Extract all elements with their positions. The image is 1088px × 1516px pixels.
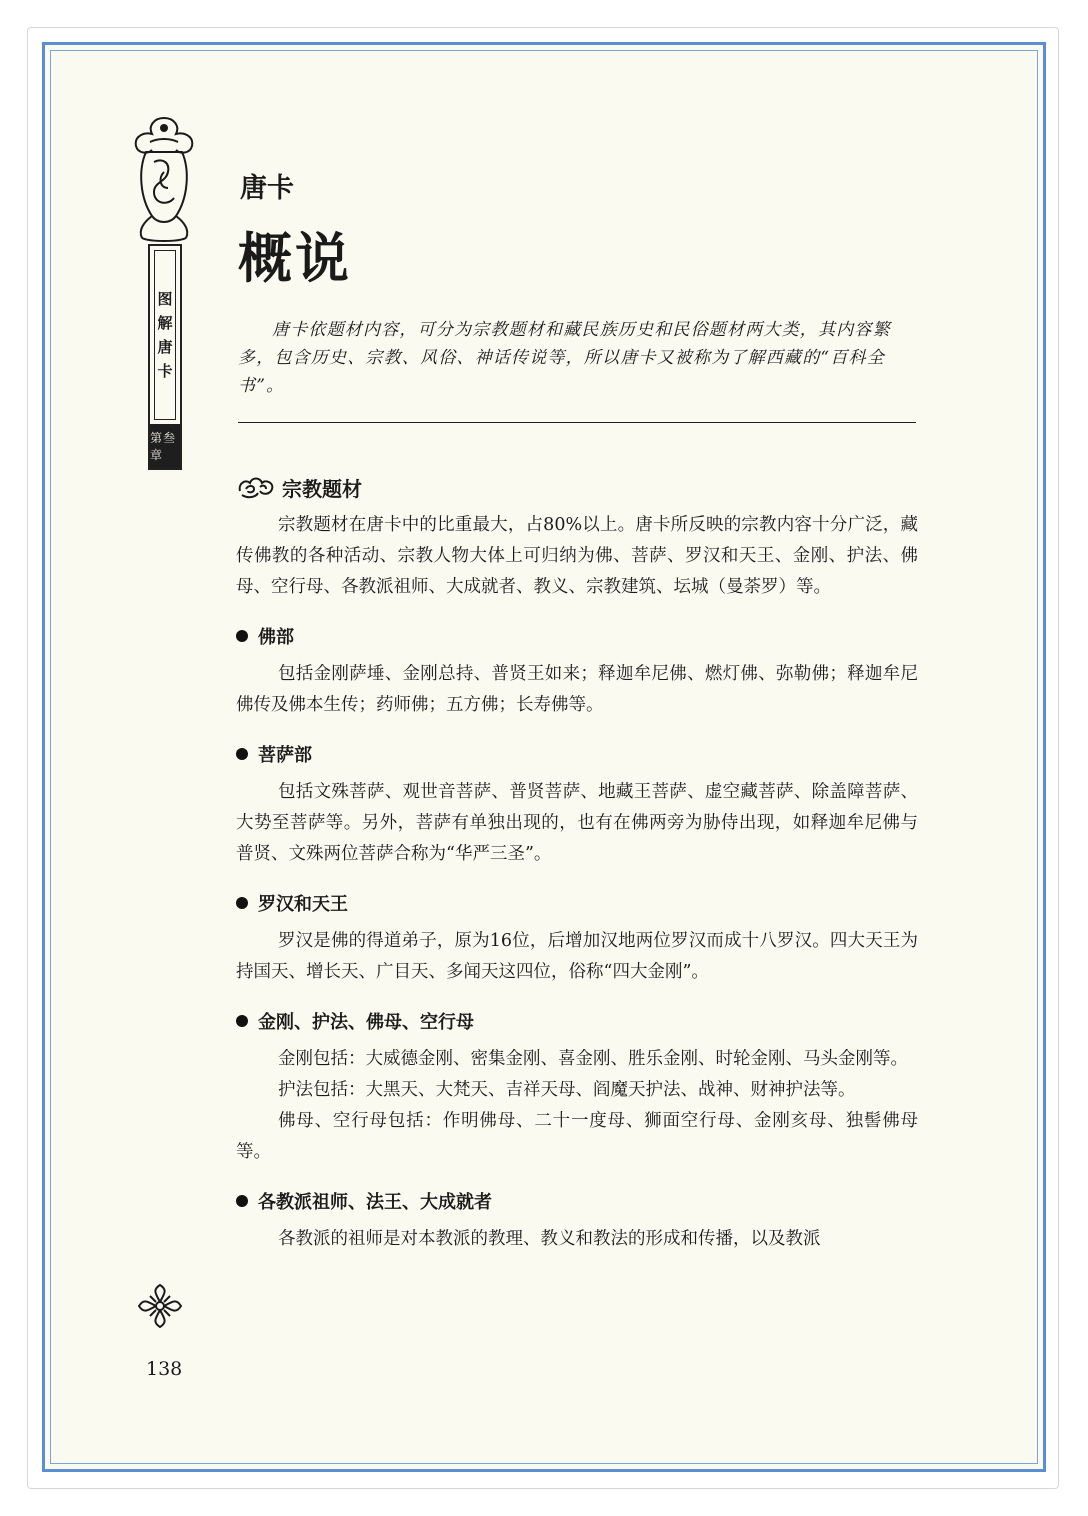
subsection-heading bbox=[236, 623, 918, 649]
subsection-paragraph: 护法包括：大黑天、大梵天、吉祥天母、阎魔天护法、战神、财神护法等。 bbox=[278, 1080, 856, 1100]
side-label-char: 解 bbox=[157, 314, 173, 332]
conch-icon bbox=[124, 112, 204, 247]
subsection-title: 佛部 bbox=[258, 627, 294, 648]
section-heading bbox=[236, 470, 918, 504]
bullet-icon bbox=[236, 1195, 248, 1207]
subsection-paragraph: 包括金刚萨埵、金刚总持、普贤王如来；释迦牟尼佛、燃灯佛、弥勒佛；释迦牟尼佛传及佛本生传；药师佛；五方佛；长寿佛等。 bbox=[236, 664, 918, 715]
page-subtitle: 唐卡 bbox=[240, 173, 294, 204]
subsection-paragraph: 罗汉是佛的得道弟子，原为16位，后增加汉地两位罗汉而成十八罗汉。四大天王为持国天、增长天、广目天、多闻天这四位，俗称“四大金刚”。 bbox=[236, 931, 918, 982]
section-intro: 宗教题材在唐卡中的比重最大，占80%以上。唐卡所反映的宗教内容十分广泛，藏传佛教的各种活动、宗教人物大体上可归纳为佛、菩萨、罗汉和天王、金刚、护法、佛母、空行母、各教派祖师、大成就者、教义、宗教建筑、坛城（曼荼罗）等。 bbox=[236, 515, 918, 597]
page-number: 138 bbox=[146, 1358, 183, 1380]
subsection-paragraph: 佛母、空行母包括：作明佛母、二十一度母、狮面空行母、金刚亥母、独髻佛母等。 bbox=[236, 1111, 918, 1162]
subsection-title: 各教派祖师、法王、大成就者 bbox=[258, 1192, 492, 1213]
bullet-icon bbox=[236, 630, 248, 642]
vajra-icon bbox=[136, 1282, 184, 1330]
side-label-strip bbox=[154, 250, 176, 420]
bullet-icon bbox=[236, 897, 248, 909]
bullet-icon bbox=[236, 748, 248, 760]
intro-paragraph: 唐卡依题材内容，可分为宗教题材和藏民族历史和民俗题材两大类，其内容繁多，包含历史、宗教、风俗、神话传说等，所以唐卡又被称为了解西藏的“百科全书”。 bbox=[238, 320, 891, 396]
subsection-title: 菩萨部 bbox=[258, 745, 312, 766]
cloud-ornament-icon bbox=[236, 473, 276, 501]
section-heading-text: 宗教题材 bbox=[282, 476, 362, 501]
subsection-paragraph: 包括文殊菩萨、观世音菩萨、普贤菩萨、地藏王菩萨、虚空藏菩萨、除盖障菩萨、大势至菩萨等。另外，菩萨有单独出现的，也有在佛两旁为胁侍出现，如释迦牟尼佛与普贤、文殊两位菩萨合称为“华严三圣”。 bbox=[236, 782, 918, 864]
subsection-title: 金刚、护法、佛母、空行母 bbox=[258, 1012, 474, 1033]
subsection-heading bbox=[236, 890, 918, 916]
page-title: 概说 bbox=[238, 227, 352, 290]
side-label-char: 唐 bbox=[157, 338, 173, 356]
subsection-paragraph: 金刚包括：大威德金刚、密集金刚、喜金刚、胜乐金刚、时轮金刚、马头金刚等。 bbox=[278, 1049, 908, 1069]
main-content bbox=[236, 470, 918, 1255]
side-label-char: 卡 bbox=[157, 362, 173, 380]
book-side-label bbox=[148, 244, 182, 470]
subsection-paragraph: 各教派的祖师是对本教派的教理、教义和教法的形成和传播，以及教派 bbox=[278, 1229, 821, 1249]
side-label-char: 图 bbox=[157, 290, 173, 308]
chapter-tag: 第叁章 bbox=[150, 424, 180, 468]
bullet-icon bbox=[236, 1015, 248, 1027]
subsection-title: 罗汉和天王 bbox=[258, 894, 348, 915]
divider bbox=[238, 422, 916, 423]
subsection-heading bbox=[236, 741, 918, 767]
subsection-heading bbox=[236, 1008, 918, 1034]
subsection-heading bbox=[236, 1188, 918, 1214]
